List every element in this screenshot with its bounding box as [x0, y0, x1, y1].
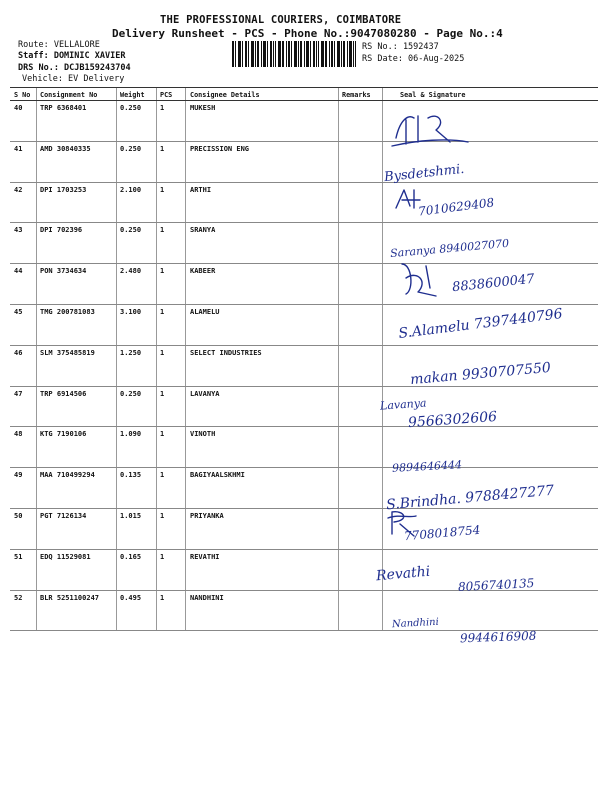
cell-consignment: DPI 702396 — [40, 226, 83, 235]
col-seal: Seal & Signature — [400, 91, 466, 99]
cell-consignee: PRIYANKA — [190, 511, 224, 520]
signature-40-mark — [388, 108, 478, 150]
signature-44: 8838600047 — [451, 271, 536, 296]
cell-consignment: TRP 6368401 — [40, 104, 87, 112]
cell-sno: 44 — [14, 267, 23, 276]
signature-51-phone: 8056740135 — [457, 576, 535, 594]
table-row — [10, 387, 598, 428]
cell-sno: 41 — [14, 144, 23, 153]
cell-sno: 51 — [14, 552, 23, 561]
cell-consignee: NANDHINI — [190, 593, 224, 602]
cell-pcs: 1 — [160, 348, 165, 357]
table-row — [10, 101, 598, 142]
signature-43: Saranya 8940027070 — [389, 236, 510, 261]
cell-weight: 2.100 — [120, 185, 142, 194]
col-consignment: Consignment No — [40, 91, 98, 99]
cell-consignee: VINOTH — [190, 430, 216, 439]
cell-weight: 1.015 — [120, 511, 142, 520]
cell-consignee: ARTHI — [190, 185, 212, 194]
cell-sno: 52 — [14, 593, 23, 602]
cell-pcs: 1 — [160, 185, 165, 194]
col-remarks: Remarks — [342, 91, 371, 99]
cell-weight: 0.250 — [120, 226, 142, 235]
drs-number: DRS No.: DCJB159243704 — [18, 63, 131, 73]
table-header — [10, 87, 598, 101]
cell-weight: 0.495 — [120, 593, 142, 602]
col-weight: Weight — [120, 91, 145, 99]
page-subtitle: Delivery Runsheet - PCS - Phone No.:9047080280 - Page No.:4 — [112, 27, 503, 40]
cell-pcs: 1 — [160, 511, 165, 520]
cell-consignment: PON 3734634 — [40, 267, 87, 276]
signature-47-name: Lavanya — [379, 396, 427, 413]
cell-consignee: BAGIYAALSKHMI — [190, 471, 245, 480]
cell-consignee: KABEER — [190, 267, 216, 276]
cell-sno: 47 — [14, 389, 23, 398]
table-row — [10, 591, 598, 632]
col-consignee: Consignee Details — [190, 91, 260, 99]
cell-consignment: SLM 375485819 — [40, 348, 95, 357]
cell-consignee: PRECISSION ENG — [190, 144, 250, 153]
signature-49: S.Brindha. 9788427277 — [385, 482, 555, 514]
cell-sno: 50 — [14, 511, 23, 520]
signature-44-mark — [392, 260, 452, 300]
cell-weight: 0.250 — [120, 144, 142, 153]
signature-52-name: Nandhini — [391, 616, 440, 631]
cell-consignment: EDQ 11529081 — [40, 552, 91, 561]
cell-pcs: 1 — [160, 144, 165, 153]
cell-sno: 49 — [14, 471, 23, 480]
cell-pcs: 1 — [160, 104, 165, 112]
route: Route: VELLALORE — [18, 40, 100, 50]
cell-weight: 0.165 — [120, 552, 142, 561]
cell-consignment: PGT 7126134 — [40, 511, 87, 520]
vehicle: Vehicle: EV Delivery — [22, 74, 125, 84]
cell-weight: 2.480 — [120, 267, 142, 276]
cell-pcs: 1 — [160, 593, 165, 602]
runsheet-table — [10, 87, 598, 631]
signature-52-phone: 9944616908 — [459, 628, 537, 646]
cell-consignment: DPI 1703253 — [40, 185, 87, 194]
cell-consignment: BLR 5251100247 — [40, 593, 100, 602]
cell-sno: 48 — [14, 430, 23, 439]
cell-consignee: SRANYA — [190, 226, 216, 235]
cell-weight: 0.135 — [120, 471, 142, 480]
cell-consignment: TRP 6914506 — [40, 389, 87, 398]
col-pcs: PCS — [160, 91, 173, 99]
table-row — [10, 509, 598, 550]
cell-sno: 42 — [14, 185, 23, 194]
cell-pcs: 1 — [160, 267, 165, 276]
cell-consignment: KTG 7190106 — [40, 430, 87, 439]
table-row — [10, 183, 598, 224]
cell-consignment: TMG 200781083 — [40, 307, 95, 316]
cell-consignee: LAVANYA — [190, 389, 220, 398]
signature-46: makan 9930707550 — [409, 359, 552, 389]
signature-51-name: Revathi — [375, 563, 431, 585]
cell-consignee: SELECT INDUSTRIES — [190, 348, 262, 357]
cell-consignee: ALAMELU — [190, 307, 220, 316]
cell-sno: 46 — [14, 348, 23, 357]
cell-weight: 0.250 — [120, 104, 142, 112]
cell-sno: 43 — [14, 226, 23, 235]
signature-41: Bysdetshmi. — [383, 161, 466, 186]
signature-42: 7010629408 — [417, 195, 495, 219]
signature-49-phone: 9894646444 — [391, 458, 463, 475]
cell-weight: 1.090 — [120, 430, 142, 439]
table-row — [10, 427, 598, 468]
cell-pcs: 1 — [160, 471, 165, 480]
cell-consignee: MUKESH — [190, 104, 216, 112]
cell-pcs: 1 — [160, 389, 165, 398]
cell-weight: 1.250 — [120, 348, 142, 357]
cell-consignment: MAA 710499294 — [40, 471, 95, 480]
signature-45: S.Alamelu 7397440796 — [397, 306, 564, 342]
cell-pcs: 1 — [160, 307, 165, 316]
rs-date: RS Date: 06-Aug-2025 — [362, 54, 465, 64]
rs-number: RS No.: 1592437 — [362, 42, 439, 52]
cell-weight: 3.100 — [120, 307, 142, 316]
signature-47-phone: 9566302606 — [407, 408, 498, 432]
cell-consignment: AMD 30840335 — [40, 144, 91, 153]
cell-pcs: 1 — [160, 552, 165, 561]
cell-pcs: 1 — [160, 430, 165, 439]
cell-sno: 40 — [14, 104, 23, 112]
table-row — [10, 142, 598, 186]
signature-50: 7708018754 — [403, 522, 481, 544]
cell-weight: 0.250 — [120, 389, 142, 398]
barcode — [232, 41, 356, 67]
cell-pcs: 1 — [160, 226, 165, 235]
page-title: THE PROFESSIONAL COURIERS, COIMBATORE — [160, 14, 402, 26]
cell-consignee: REVATHI — [190, 552, 220, 561]
col-sno: S No — [14, 91, 31, 99]
staff: Staff: DOMINIC XAVIER — [18, 51, 126, 61]
table-row — [10, 223, 598, 264]
cell-sno: 45 — [14, 307, 23, 316]
